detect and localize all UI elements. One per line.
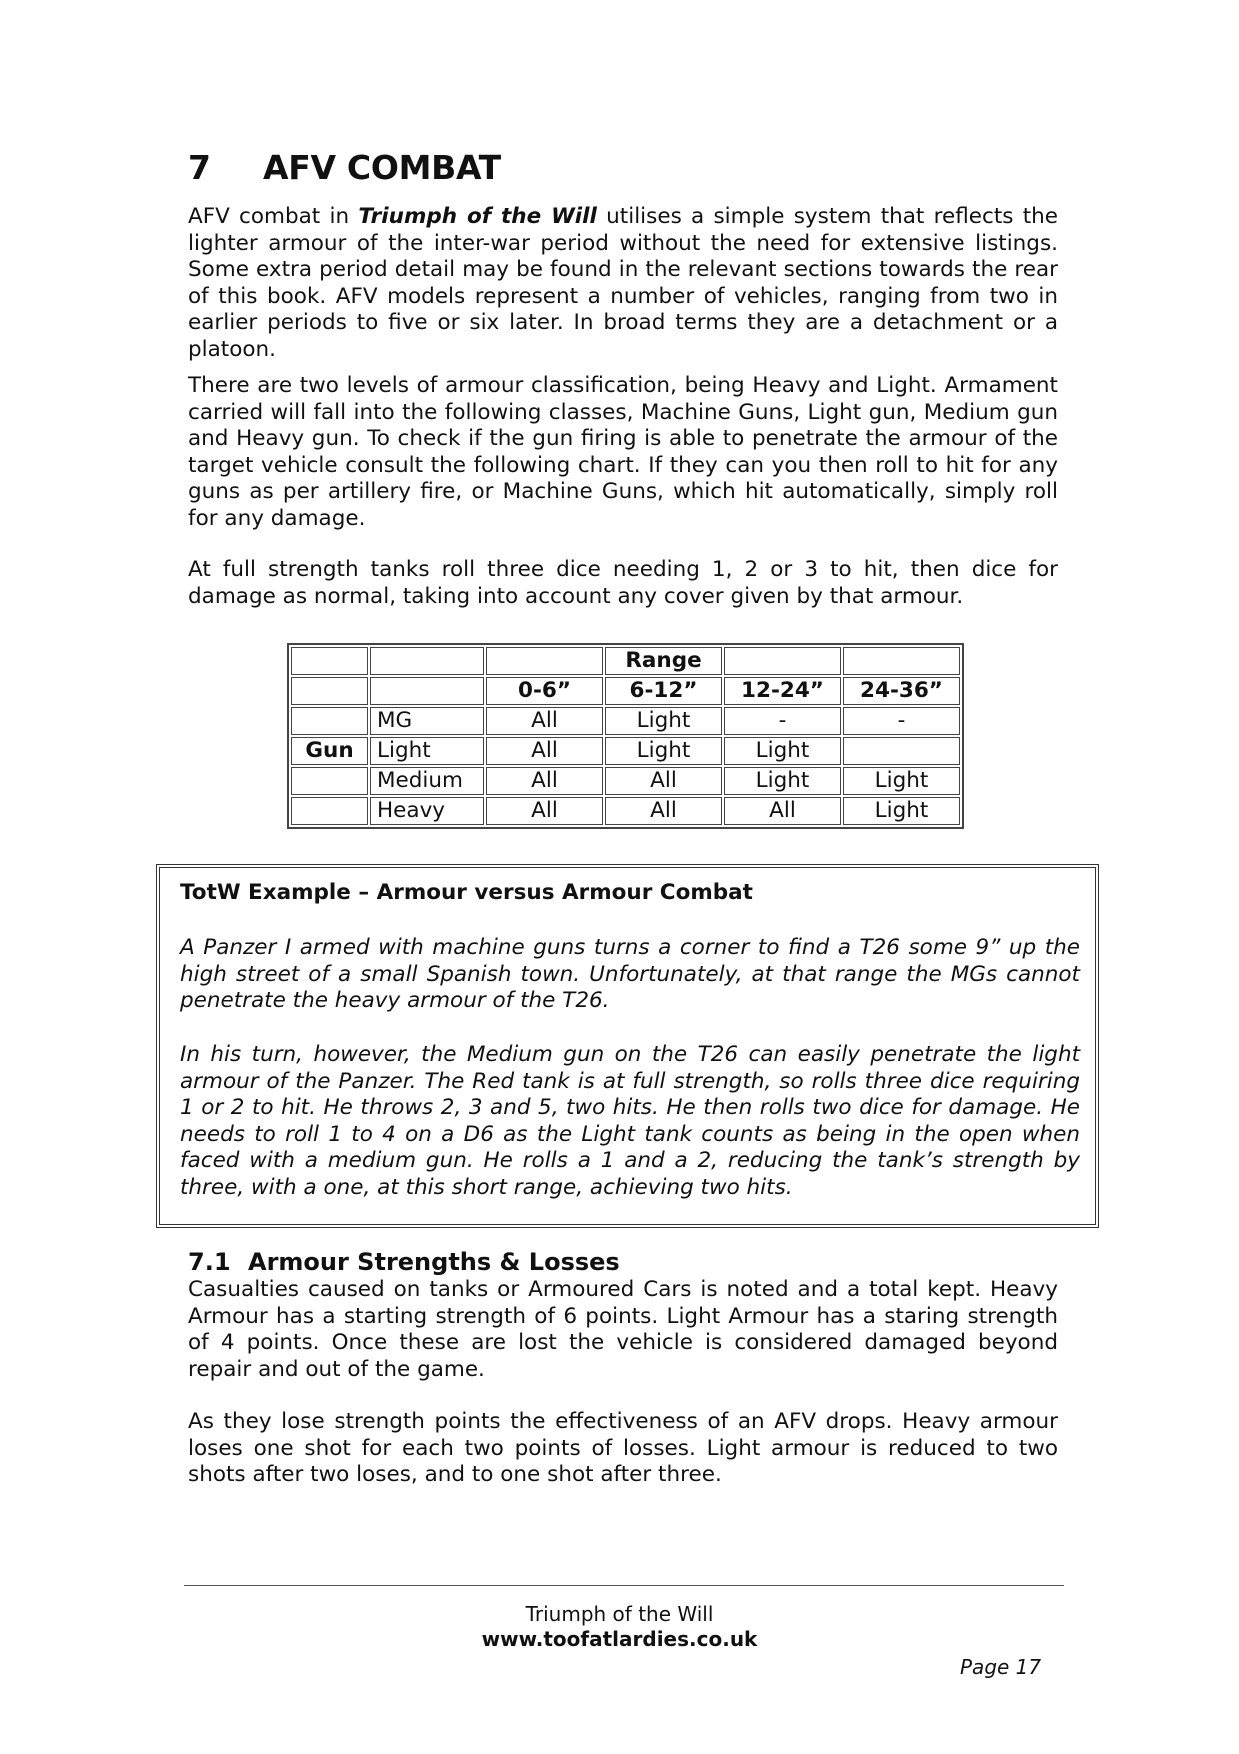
range-header: Range bbox=[605, 647, 722, 675]
column-header: 12-24” bbox=[724, 677, 841, 705]
table-cell-empty bbox=[486, 647, 603, 675]
armour-classes-paragraph: There are two levels of armour classification, being Heavy and Light. Armament carried will fall into the following classes, Machine Guns, Light gun, Medium gun and Heavy gun. To check if the gun firing is able to penetrate the armour of the target vehicle consult the following chart. If they can you then roll to hit for any guns as per artillery fire, or Machine Guns, which hit automatically, simply roll for any damage. bbox=[188, 373, 1058, 531]
table-cell: All bbox=[486, 737, 603, 765]
table-cell bbox=[843, 737, 960, 765]
footer-title: Triumph of the Will bbox=[525, 1602, 714, 1626]
table-cell-empty bbox=[724, 647, 841, 675]
row-group-label: Gun bbox=[291, 737, 368, 765]
table-header-row-2 bbox=[291, 677, 960, 705]
table-cell-empty bbox=[843, 647, 960, 675]
table-cell-empty bbox=[291, 767, 368, 795]
table-cell: All bbox=[486, 797, 603, 825]
table-cell: Light bbox=[843, 797, 960, 825]
footer-divider bbox=[184, 1585, 1064, 1586]
table-cell-empty bbox=[291, 707, 368, 735]
page-number: Page 17 bbox=[960, 1655, 1042, 1679]
gun-type: Light bbox=[370, 737, 484, 765]
column-header: 0-6” bbox=[486, 677, 603, 705]
book-title-emphasis: Triumph of the Will bbox=[358, 204, 597, 229]
gun-type: Heavy bbox=[370, 797, 484, 825]
table-cell: All bbox=[605, 767, 722, 795]
intro-text-post: utilises a simple system that reflects the lighter armour of the inter-war period without the need for extensive listings. Some extra period detail may be found in the relevant sections towards the rear of this book. AFV models represent a number of vehicles, ranging from two in earlier periods to five or six later. In broad terms they are a detachment or a platoon. bbox=[188, 204, 1058, 362]
table-cell: All bbox=[486, 767, 603, 795]
table-cell: Light bbox=[605, 737, 722, 765]
table-row bbox=[291, 737, 960, 765]
table-cell: - bbox=[724, 707, 841, 735]
intro-text-pre: AFV combat in bbox=[188, 204, 359, 229]
subsection-title: Armour Strengths & Losses bbox=[248, 1248, 620, 1276]
table-cell-empty bbox=[370, 677, 484, 705]
table-cell-empty bbox=[291, 647, 368, 675]
table-cell-empty bbox=[291, 797, 368, 825]
column-header: 24-36” bbox=[843, 677, 960, 705]
section-number: 7 bbox=[188, 148, 211, 187]
table-cell: All bbox=[724, 797, 841, 825]
example-title: TotW Example – Armour versus Armour Combat bbox=[180, 880, 753, 905]
table-cell: - bbox=[843, 707, 960, 735]
table-cell-empty bbox=[370, 647, 484, 675]
table-row bbox=[291, 707, 960, 735]
section-title: AFV COMBAT bbox=[263, 148, 501, 187]
table-cell: All bbox=[486, 707, 603, 735]
intro-paragraph bbox=[188, 204, 1058, 363]
table-cell-empty bbox=[291, 677, 368, 705]
penetration-chart bbox=[287, 643, 964, 829]
table-cell: All bbox=[605, 797, 722, 825]
gun-type: MG bbox=[370, 707, 484, 735]
column-header: 6-12” bbox=[605, 677, 722, 705]
example-paragraph-2: In his turn, however, the Medium gun on the T26 can easily penetrate the light armour of the Panzer. The Red tank is at full strength, so rolls three dice requiring 1 or 2 to hit. He throws 2, 3 and 5, two hits. He then rolls two dice for damage. He needs to roll 1 to 4 on a D6 as the Light tank counts as being in the open when faced with a medium gun. He rolls a 1 and a 2, reducing the tank’s strength by three, with a one, at this short range, achieving two hits. bbox=[180, 1042, 1080, 1200]
table-row bbox=[291, 797, 960, 825]
table-cell: Light bbox=[724, 737, 841, 765]
table-cell: Light bbox=[605, 707, 722, 735]
table-cell: Light bbox=[843, 767, 960, 795]
full-strength-paragraph: At full strength tanks roll three dice needing 1, 2 or 3 to hit, then dice for damage as normal, taking into account any cover given by that armour. bbox=[188, 557, 1058, 609]
table-row bbox=[291, 767, 960, 795]
subsection-number: 7.1 bbox=[188, 1248, 231, 1276]
table-cell: Light bbox=[724, 767, 841, 795]
armour-strength-paragraph: Casualties caused on tanks or Armoured Cars is noted and a total kept. Heavy Armour has a starting strength of 6 points. Light Armour has a staring strength of 4 points. Once these are lost the vehicle is considered damaged beyond repair and out of the game. bbox=[188, 1277, 1058, 1382]
example-paragraph-1: A Panzer I armed with machine guns turns a corner to find a T26 some 9” up the high street of a small Spanish town. Unfortunately, at that range the MGs cannot penetrate the heavy armour of the T26. bbox=[180, 935, 1080, 1013]
subsection-heading bbox=[188, 1248, 620, 1276]
footer-url: www.toofatlardies.co.uk bbox=[481, 1627, 758, 1651]
table-header-row-1 bbox=[291, 647, 960, 675]
example-box bbox=[156, 864, 1099, 1228]
strength-loss-paragraph: As they lose strength points the effectiveness of an AFV drops. Heavy armour loses one shot for each two points of losses. Light armour is reduced to two shots after two loses, and to one shot after three. bbox=[188, 1409, 1058, 1487]
section-heading bbox=[188, 148, 501, 187]
gun-type: Medium bbox=[370, 767, 484, 795]
